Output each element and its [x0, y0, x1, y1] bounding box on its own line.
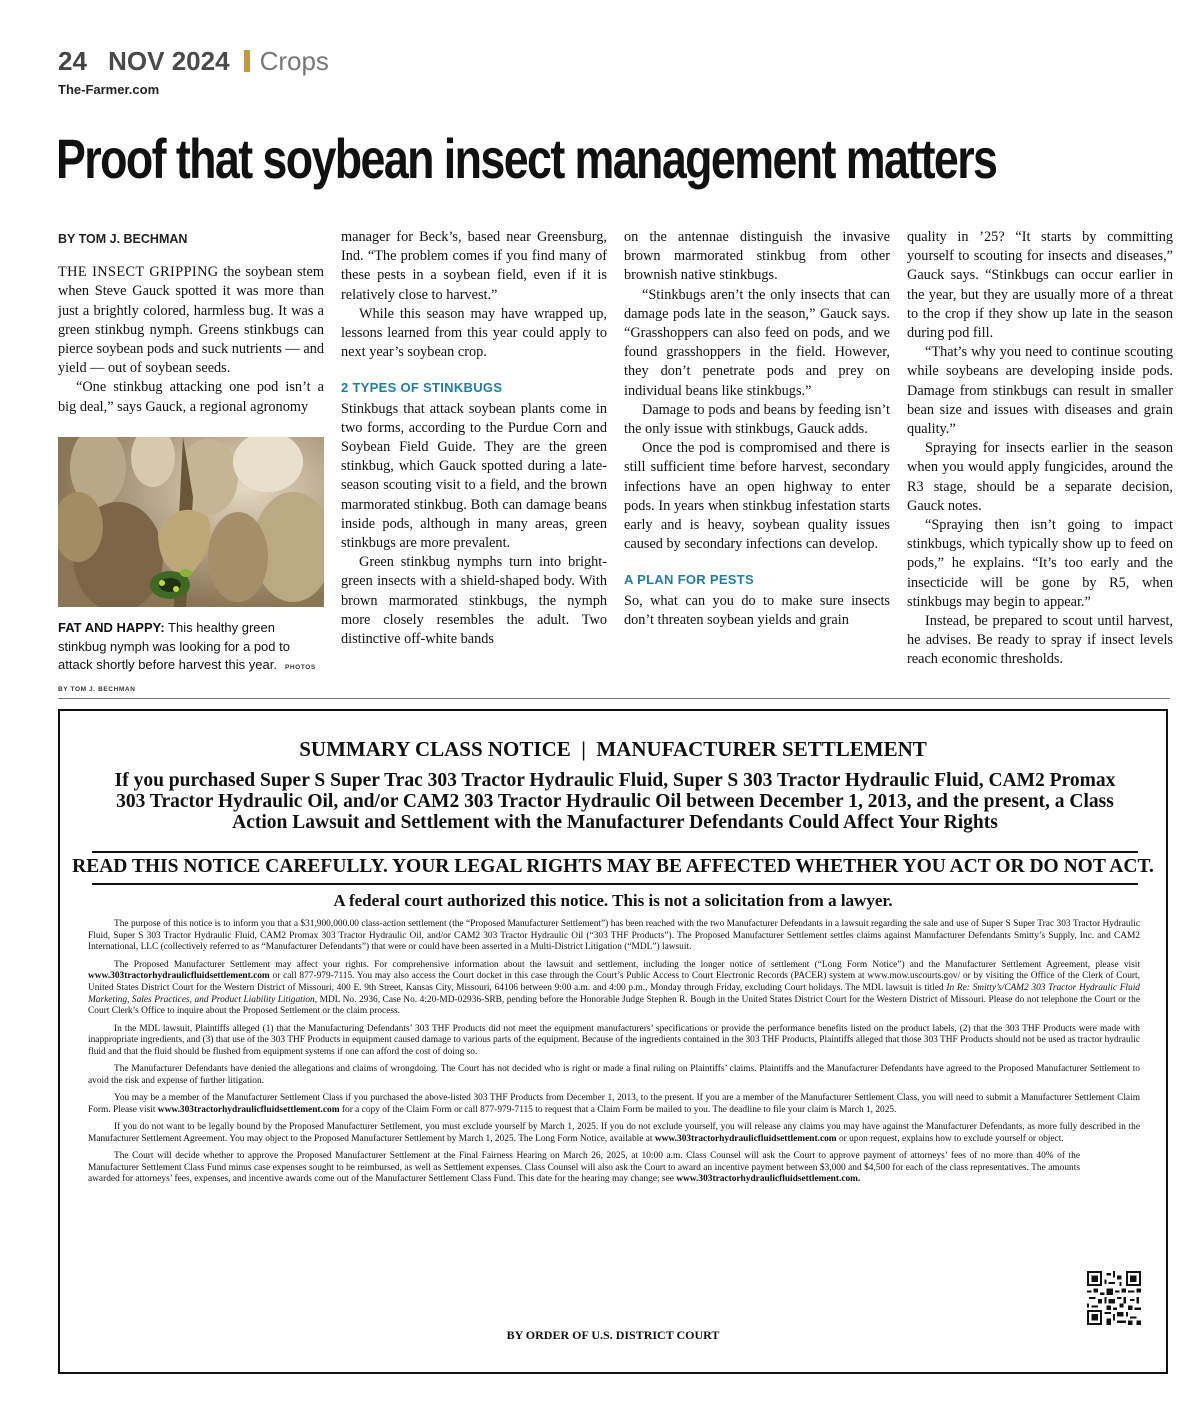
caption-text: This healthy green stinkbug nymph was looking for a pod to attack shortly before harvest this year.: [58, 620, 290, 672]
notice-paragraph: In the MDL lawsuit, Plaintiffs alleged (1) that the Manufacturing Defendants’ 303 THF Products did not meet the equipment manufacturers’ specifications or provide the performance benefits listed on the product labels, (2) that the 303 THF Products were made with inappropriate ingredients, and (3) that use of the 303 THF Products in equipment caused damage to various parts of the equipment. Because of the ingredients contained in the 303 THF Products, Plaintiffs alleged that those 303 THF Products should not be used as tractor hydraulic fluid and that the fluid should be flushed from equipment systems if one can afford the cost of doing so.: [88, 1023, 1140, 1058]
article-paragraph: Instead, be prepared to scout until harvest, he advises. Be ready to spray if insect levels reach economic thresholds.: [907, 613, 1173, 668]
subhead-stinkbug-types: 2 TYPES OF STINKBUGS: [341, 380, 503, 396]
stinkbug-photo: [58, 437, 324, 607]
article-paragraph: THE INSECT GRIPPING the soybean stem when Steve Gauck spotted it was more than just a brightly colored, harmless bug. It was a green stinkbug nymph. Greens stinkbugs can pierce soybean pods and suck nutrients — and yield — out of soybean seeds.: [58, 264, 324, 377]
photo-caption: [58, 619, 324, 699]
page-number: 24: [58, 46, 87, 76]
qr-code-icon[interactable]: [1087, 1271, 1141, 1325]
notice-rule: [92, 851, 1138, 853]
website-url[interactable]: The-Farmer.com: [58, 82, 160, 97]
issue-date: NOV 2024: [108, 46, 230, 76]
article-paragraph: Once the pod is compromised and there is still sufficient time before harvest, secondary infections have an open highway to enter pods. In years when stinkbug infestation starts early and is heavy, soybean quality issues caused by secondary infections can develop.: [624, 440, 890, 553]
section-name: Crops: [259, 46, 329, 76]
section-divider: [244, 50, 250, 72]
article-column-3: [624, 228, 890, 680]
article-paragraph: “Spraying then isn’t going to impact stinkbugs, which typically show up to feed on pods,” he explains. “It’s too early and the insecticide will be gone by R5, when stinkbugs may begin to appear.”: [907, 517, 1173, 610]
settlement-url[interactable]: www.303tractorhydraulicfluidsettlement.com: [654, 1133, 837, 1144]
notice-paragraph: You may be a member of the Manufacturer Settlement Class if you purchased the above-listed 303 THF Products from December 1, 2013, to the present. If you are a member of the Manufacturer Settlement Class, you will need to submit a Manufacturer Settlement Claim Form. Please visit www.303tractorhydraulicfluidsettlement.com for a copy of the Claim Form or call 877-979-7115 to request that a Claim Form be mailed to you. The deadline to file your claim is March 1, 2025.: [88, 1093, 1140, 1115]
article-paragraph: on the antennae distinguish the invasive brown marmorated stinkbug from other brownish native stinkbugs.: [624, 229, 890, 284]
case-title: In Re: Smitty’s/CAM2 303 Tractor Hydraulic Fluid Marketing, Sales Practices, and Product Liability Litigation: [88, 983, 1140, 1005]
stinkbug-photo-image: [58, 437, 324, 607]
article-paragraph: Stinkbugs that attack soybean plants come in two forms, according to the Purdue Corn and Soybean Field Guide. They are the green stinkbug, which Gauck spotted during a late-season scouting visit to a field, and the brown marmorated stinkbug. Both can damage beans inside pods, although in many areas, green stinkbugs are more prevalent.: [341, 400, 607, 552]
article-paragraph: manager for Beck’s, based near Greensburg, Ind. “The problem comes if you find many of these pests in a soybean field, even if it is relatively close to harvest.”: [341, 229, 607, 303]
notice-paragraph: If you do not want to be legally bound by the Proposed Manufacturer Settlement, you must exclude yourself by March 1, 2025. If you do not exclude yourself, you will release any claims you may have against the Manufacturer Defendants, as more fully described in the Manufacturer Settlement Agreement. You may object to the Proposed Manufacturer Settlement by March 1, 2025. The Long Form Notice, available at www.303tractorhydraulicfluidsettlement.com or upon request, explains how to exclude yourself or object.: [88, 1122, 1140, 1144]
class-action-notice: [58, 709, 1168, 1374]
article-paragraph: Green stinkbug nymphs turn into bright-green insects with a shield-shaped body. With brown marmorated stinkbugs, the nymph more closely resembles the adult. Two distinctive off-white bands: [341, 554, 607, 648]
byline: BY TOM J. BECHMAN: [58, 232, 188, 246]
notice-title: SUMMARY CLASS NOTICE | MANUFACTURER SETTLEMENT: [299, 737, 927, 761]
photo-credit: PHOTOS BY TOM J. BECHMAN: [58, 664, 316, 693]
notice-headline: If you purchased Super S Super Trac 303 Tractor Hydraulic Fluid, Super S 303 Tractor Hydraulic Fluid, CAM2 Promax 303 Tractor Hydraulic Oil, and/or CAM2 303 Tractor Hydraulic Oil between December 1, 2013, and the present, a Class Action Lawsuit and Settlement with the Manufacturer Defendants Could Affect Your Rights: [114, 770, 1116, 833]
lead-in: THE INSECT GRIPPING: [58, 264, 219, 281]
article-paragraph: “One stinkbug attacking one pod isn’t a big deal,” says Gauck, a regional agronomy: [58, 379, 324, 415]
court-order-signature: BY ORDER OF U.S. DISTRICT COURT: [506, 1328, 720, 1342]
article-paragraph: “Stinkbugs aren’t the only insects that can damage pods late in the season,” Gauck says. “Grasshoppers can also feed on pods, and we found grasshoppers in the field. However, they don’t penetrate pods and prey on individual beans like stinkbugs.”: [624, 286, 890, 399]
notice-warning: READ THIS NOTICE CAREFULLY. YOUR LEGAL RIGHTS MAY BE AFFECTED WHETHER YOU ACT OR DO NOT ACT.: [72, 856, 1154, 877]
article-paragraph: While this season may have wrapped up, lessons learned from this year could apply to next year’s soybean crop.: [341, 305, 607, 361]
section-divider-rule: [58, 698, 1170, 699]
notice-paragraph: The Court will decide whether to approve the Proposed Manufacturer Settlement at the Final Fairness Hearing on March 26, 2025, at 10:00 a.m. Class Counsel will ask the Court to approve payment of attorneys’ fees of no more than 40% of the Manufacturer Settlement Class Fund minus case expenses sought to be reimbursed, as well as Settlement expenses. Class Counsel will also ask the Court to award an incentive payment between $3,000 and $4,500 for each of the class representatives. The amounts awarded for attorneys’ fees, expenses, and incentive awards come out of the Manufacturer Settlement Class Fund. This date for the hearing may change; see www.303tractorhydraulicfluidsettlement.com.: [88, 1150, 1080, 1185]
notice-paragraph: The purpose of this notice is to inform you that a $31,900,000.00 class-action settlement (the “Proposed Manufacturer Settlement”) has been reached with the two Manufacturer Defendants in a lawsuit regarding the sale and use of Super S Super Trac 303 Tractor Hydraulic Fluid, Super S 303 Tractor Hydraulic Fluid, CAM2 Promax 303 Tractor Hydraulic Oil, and/or CAM2 303 Tractor Hydraulic Oil (“303 THF Products”). The Proposed Manufacturer Settlement settles claims against Manufacturer Defendants Smitty’s Supply, Inc. and CAM2 International, LLC (collectively referred to as “Manufacturer Defendants”) that were or could have been asserted in a Multi-District Litigation (“MDL”) lawsuit.: [88, 919, 1140, 953]
page-folio: [58, 46, 329, 77]
article-paragraph: Damage to pods and beans by feeding isn’t the only issue with stinkbugs, Gauck adds.: [624, 401, 890, 438]
subhead-plan-for-pests: A PLAN FOR PESTS: [624, 572, 754, 588]
article-paragraph: “That’s why you need to continue scouting while soybeans are developing inside pods. Damage from stinkbugs can result in smaller bean size and issues with diseases and grain quality.”: [907, 344, 1173, 438]
notice-rule: [92, 883, 1138, 885]
article-paragraph: Spraying for insects earlier in the season when you would apply fungicides, around the R3 stage, should be a separate decision, Gauck notes.: [907, 440, 1173, 514]
settlement-url[interactable]: www.303tractorhydraulicfluidsettlement.com: [157, 1104, 340, 1115]
settlement-url[interactable]: www.303tractorhydraulicfluidsettlement.com.: [676, 1174, 861, 1185]
notice-paragraph: The Manufacturer Defendants have denied the allegations and claims of wrongdoing. The Court has not decided who is right or made a final ruling on Plaintiffs’ claims. Plaintiffs and the Manufacturer Defendants have agreed to the Proposed Manufacturer Settlement to avoid the risk and expense of further litigation.: [88, 1064, 1140, 1086]
caption-label: FAT AND HAPPY:: [58, 620, 165, 635]
settlement-url[interactable]: www.303tractorhydraulicfluidsettlement.com: [88, 971, 270, 982]
article-headline: Proof that soybean insect management matters: [56, 127, 997, 190]
article-paragraph: quality in ’25? “It starts by committing yourself to scouting for insects and diseases,” Gauck says. “Stinkbugs can occur earlier in the year, but they are usually more of a threat to the crop if they show up late in the season during pod fill.: [907, 229, 1173, 342]
notice-paragraph: The Proposed Manufacturer Settlement may affect your rights. For comprehensive information about the lawsuit and settlement, including the longer notice of settlement (“Long Form Notice”) and the Manufacturer Settlement Agreement, please visit www.303tractorhydraulicfluidsettlement.com or call 877-979-7115. You may also access the Court docket in this case through the Court’s Public Access to Court Electronic Records (PACER) system at www.mow.uscourts.gov/ or by visiting the Office of the Clerk of Court, United States District Court for the Western District of Missouri, 400 E. 9th Street, Kansas City, Missouri, 64106 between 9:00 a.m. and 4:00 p.m., Monday through Friday, excluding Court holidays. The MDL lawsuit is titled In Re: Smitty’s/CAM2 303 Tractor Hydraulic Fluid Marketing, Sales Practices, and Product Liability Litigation, MDL No. 2936, Case No. 4:20-MD-02936-SRB, pending before the Honorable Judge Stephen R. Bough in the United States District Court for the Western District of Missouri. Please do not telephone the Court or the Court Clerk’s Office to inquire about the Proposed Settlement or the claim process.: [88, 959, 1140, 1017]
article-column-4: [907, 228, 1173, 680]
article-column-2: [341, 228, 607, 680]
article-paragraph: So, what can you do to make sure insects don’t threaten soybean yields and grain: [624, 592, 890, 628]
notice-authorization: A federal court authorized this notice. This is not a solicitation from a lawyer.: [333, 891, 893, 910]
notice-body: [88, 919, 1140, 1192]
